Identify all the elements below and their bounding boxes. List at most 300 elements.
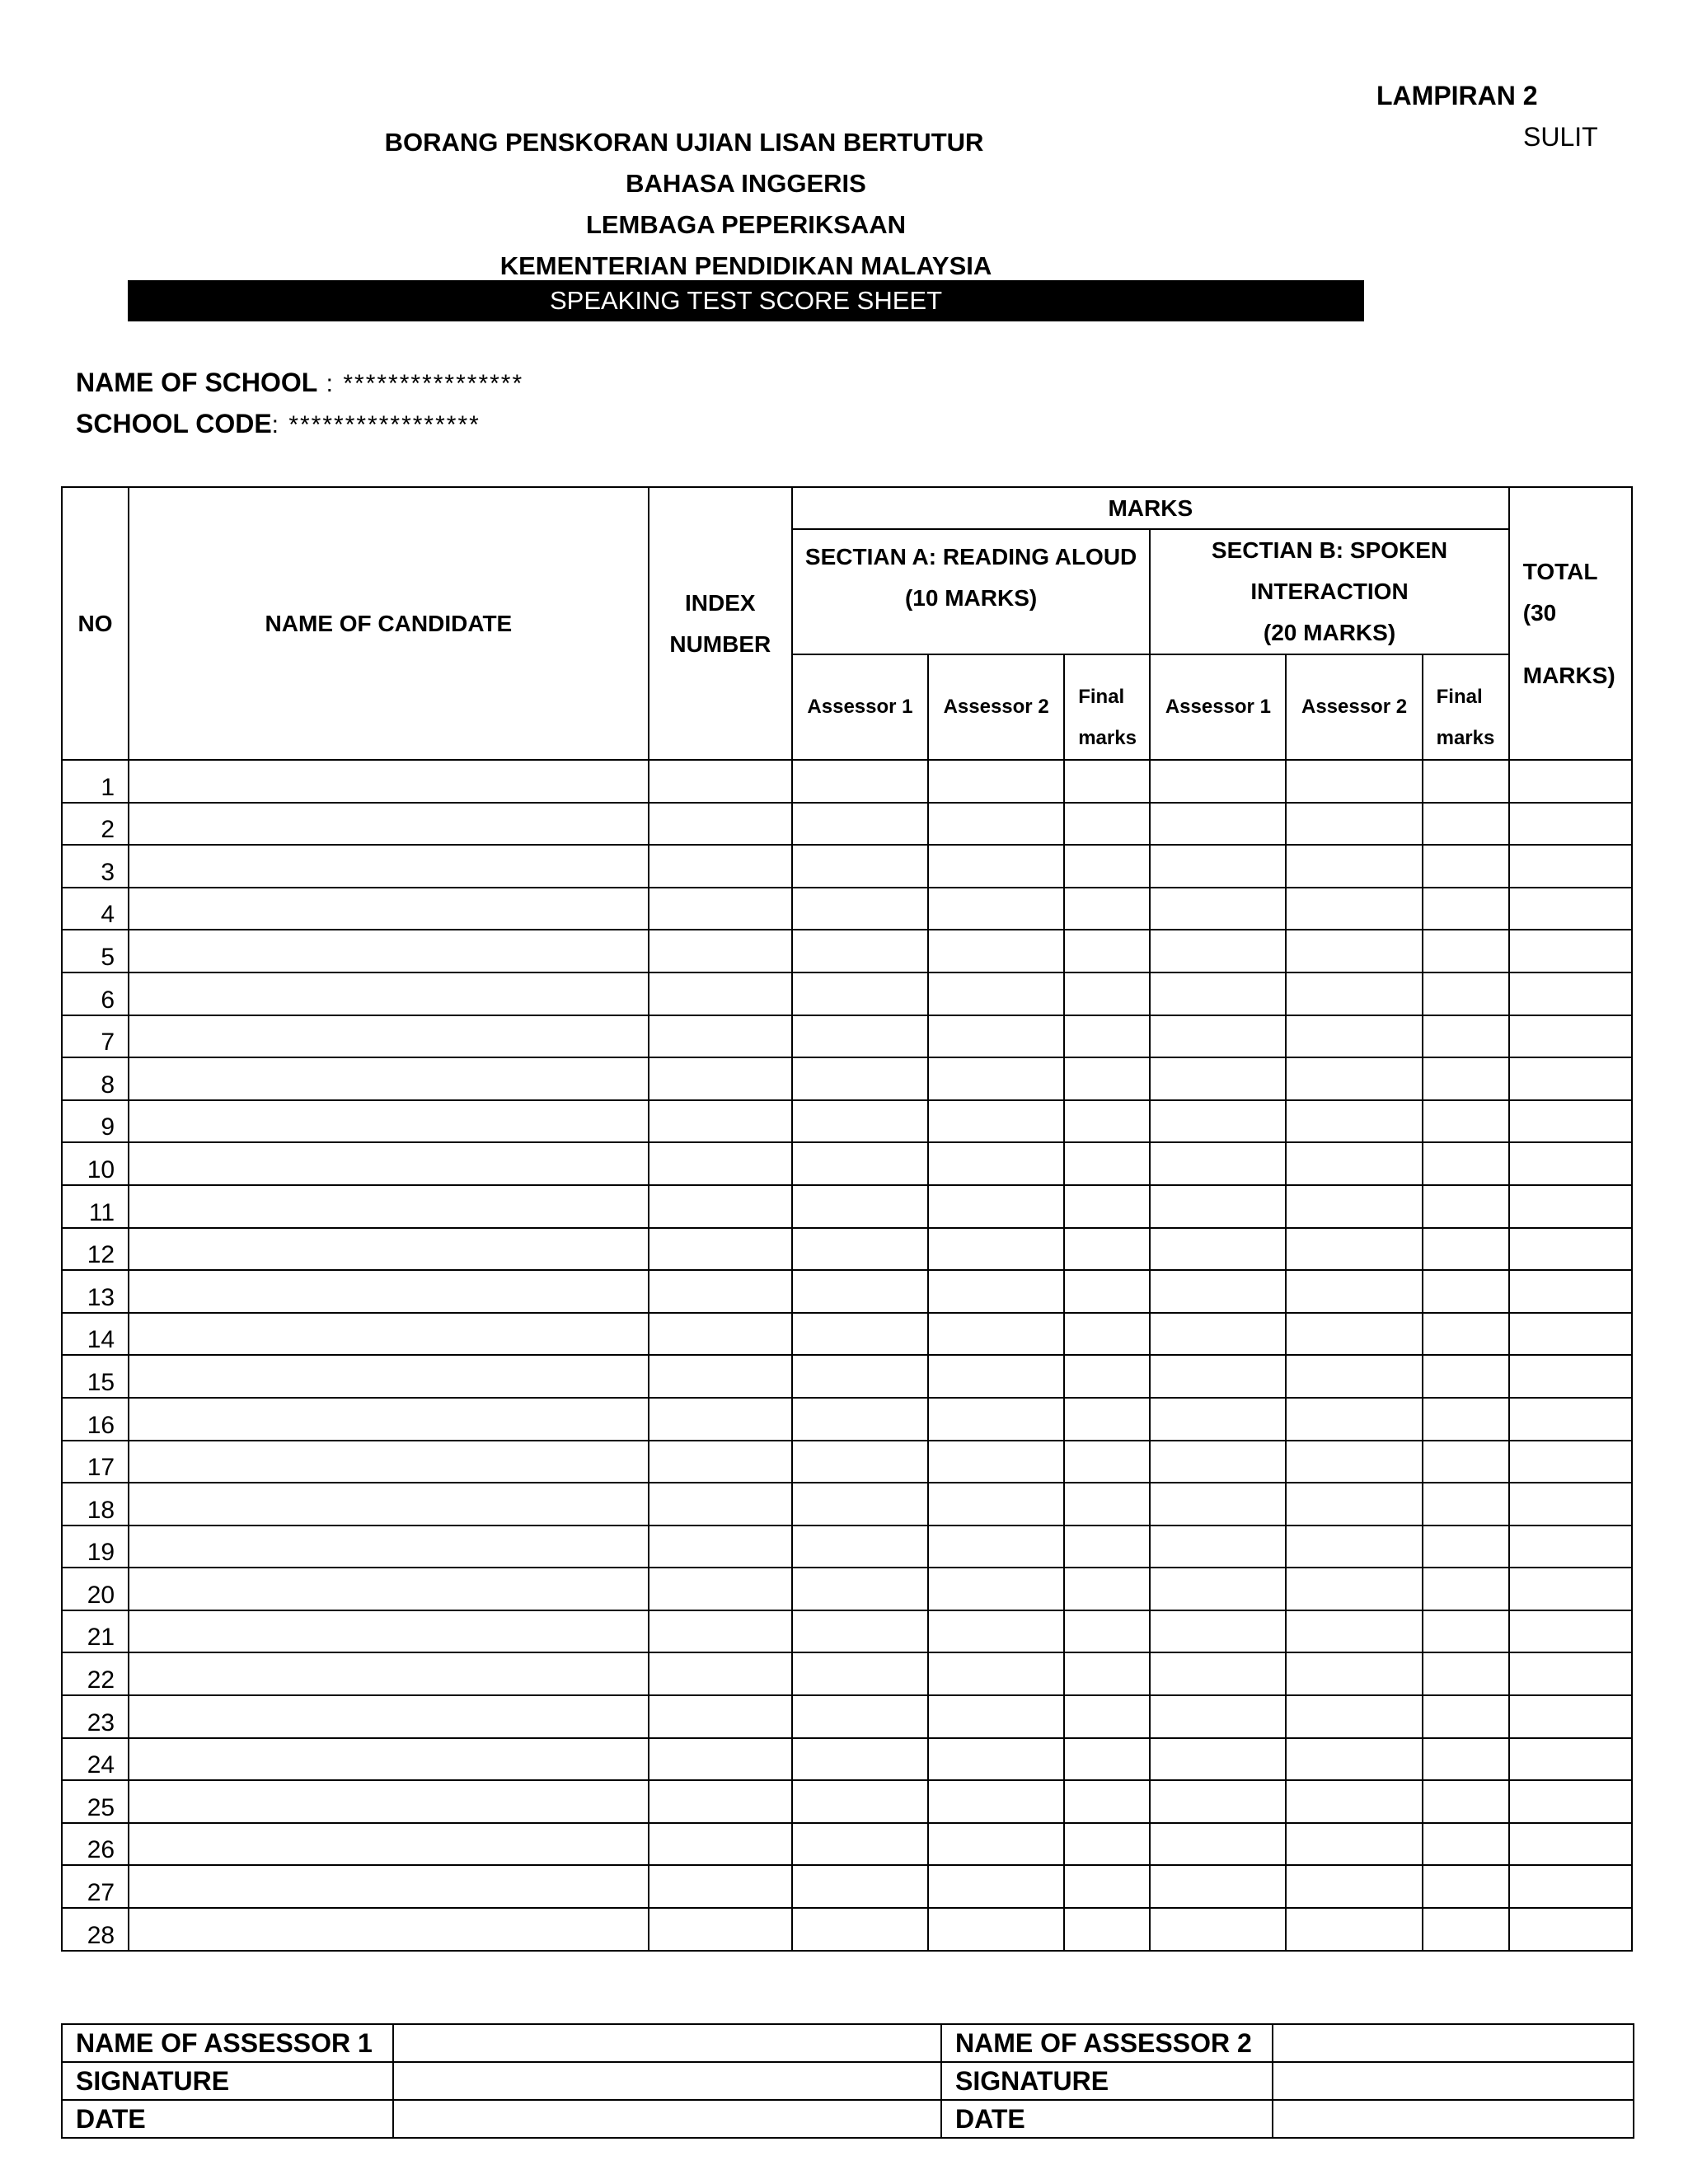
section-a-assessor-1-cell[interactable]: [792, 1355, 928, 1398]
section-b-final-marks-cell[interactable]: [1423, 1695, 1509, 1738]
candidate-name-cell[interactable]: [129, 1738, 649, 1781]
section-a-assessor-2-cell[interactable]: [928, 1695, 1064, 1738]
assessor-2-name-field[interactable]: [1273, 2024, 1634, 2062]
total-marks-cell[interactable]: [1509, 1441, 1632, 1483]
section-b-assessor-1-cell[interactable]: [1150, 1270, 1286, 1313]
section-b-assessor-2-cell[interactable]: [1286, 1568, 1422, 1610]
section-a-assessor-1-cell[interactable]: [792, 1823, 928, 1866]
section-b-assessor-2-cell[interactable]: [1286, 1398, 1422, 1441]
section-a-assessor-2-cell[interactable]: [928, 1568, 1064, 1610]
section-b-assessor-2-cell[interactable]: [1286, 930, 1422, 972]
total-marks-cell[interactable]: [1509, 1780, 1632, 1823]
section-a-assessor-2-cell[interactable]: [928, 1057, 1064, 1100]
table-row: [62, 1142, 1632, 1185]
row-number: 10: [62, 1142, 129, 1185]
section-a-final-marks-cell[interactable]: [1064, 1695, 1150, 1738]
section-a-final-marks-cell[interactable]: [1064, 1483, 1150, 1526]
section-a-assessor-1-cell[interactable]: [792, 930, 928, 972]
section-b-final-marks-cell[interactable]: [1423, 972, 1509, 1015]
header-section-b-final-line-2: marks: [1436, 727, 1495, 749]
section-a-final-marks-cell[interactable]: [1064, 1142, 1150, 1185]
section-a-assessor-2-cell[interactable]: [928, 1908, 1064, 1951]
section-a-final-marks-cell[interactable]: [1064, 1610, 1150, 1653]
candidate-name-cell[interactable]: [129, 1695, 649, 1738]
index-number-cell[interactable]: [649, 1270, 792, 1313]
section-b-assessor-1-cell[interactable]: [1150, 803, 1286, 846]
row-number: 13: [62, 1270, 129, 1313]
section-b-assessor-1-cell[interactable]: [1150, 1780, 1286, 1823]
section-a-final-marks-cell[interactable]: [1064, 1823, 1150, 1866]
section-a-final-marks-cell[interactable]: [1064, 930, 1150, 972]
index-number-cell[interactable]: [649, 1695, 792, 1738]
section-a-final-marks-cell[interactable]: [1064, 1738, 1150, 1781]
candidate-name-cell[interactable]: [129, 1313, 649, 1356]
section-a-assessor-1-cell[interactable]: [792, 888, 928, 930]
section-b-assessor-2-cell[interactable]: [1286, 845, 1422, 888]
section-b-final-marks-cell[interactable]: [1423, 1823, 1509, 1866]
section-b-assessor-1-cell[interactable]: [1150, 930, 1286, 972]
section-a-assessor-2-cell[interactable]: [928, 1142, 1064, 1185]
section-b-final-marks-cell[interactable]: [1423, 1355, 1509, 1398]
index-number-cell[interactable]: [649, 1057, 792, 1100]
index-number-cell[interactable]: [649, 1228, 792, 1271]
assessor-1-name-field[interactable]: [393, 2024, 941, 2062]
section-a-final-marks-cell[interactable]: [1064, 1228, 1150, 1271]
candidate-name-cell[interactable]: [129, 1568, 649, 1610]
section-b-assessor-1-cell[interactable]: [1150, 1610, 1286, 1653]
table-row: [62, 1185, 1632, 1228]
section-a-assessor-1-cell[interactable]: [792, 1652, 928, 1695]
total-marks-cell[interactable]: [1509, 845, 1632, 888]
row-number: 6: [62, 972, 129, 1015]
section-b-assessor-1-cell[interactable]: [1150, 1015, 1286, 1058]
candidate-name-cell[interactable]: [129, 930, 649, 972]
index-number-cell[interactable]: [649, 1526, 792, 1568]
section-b-final-marks-cell[interactable]: [1423, 1738, 1509, 1781]
candidate-name-cell[interactable]: [129, 1228, 649, 1271]
total-marks-cell[interactable]: [1509, 1142, 1632, 1185]
section-b-assessor-2-cell[interactable]: [1286, 1610, 1422, 1653]
section-a-assessor-2-cell[interactable]: [928, 1526, 1064, 1568]
section-b-assessor-1-cell[interactable]: [1150, 1568, 1286, 1610]
section-a-assessor-2-cell[interactable]: [928, 1355, 1064, 1398]
index-number-cell[interactable]: [649, 760, 792, 803]
total-marks-cell[interactable]: [1509, 1398, 1632, 1441]
row-number: 11: [62, 1185, 129, 1228]
school-code-separator: :: [271, 411, 289, 438]
section-a-assessor-2-cell[interactable]: [928, 1865, 1064, 1908]
section-a-assessor-1-cell[interactable]: [792, 1015, 928, 1058]
title-line-4: KEMENTERIAN PENDIDIKAN MALAYSIA: [499, 251, 992, 280]
section-a-final-marks-cell[interactable]: [1064, 1652, 1150, 1695]
candidate-name-cell[interactable]: [129, 1100, 649, 1143]
section-a-assessor-1-cell[interactable]: [792, 845, 928, 888]
row-number: 12: [62, 1228, 129, 1271]
section-b-assessor-2-cell[interactable]: [1286, 1780, 1422, 1823]
section-a-assessor-2-cell[interactable]: [928, 1398, 1064, 1441]
section-b-assessor-1-cell[interactable]: [1150, 1908, 1286, 1951]
section-a-assessor-1-cell[interactable]: [792, 1313, 928, 1356]
section-b-assessor-1-cell[interactable]: [1150, 1738, 1286, 1781]
section-a-final-marks-cell[interactable]: [1064, 1780, 1150, 1823]
index-number-cell[interactable]: [649, 1823, 792, 1866]
section-a-final-marks-cell[interactable]: [1064, 1398, 1150, 1441]
section-a-assessor-2-cell[interactable]: [928, 803, 1064, 846]
table-row: [62, 845, 1632, 888]
section-b-assessor-1-cell[interactable]: [1150, 1483, 1286, 1526]
section-b-final-marks-cell[interactable]: [1423, 1100, 1509, 1143]
section-a-assessor-2-cell[interactable]: [928, 1823, 1064, 1866]
section-a-final-marks-cell[interactable]: [1064, 1057, 1150, 1100]
index-number-cell[interactable]: [649, 1652, 792, 1695]
section-a-final-marks-cell[interactable]: [1064, 760, 1150, 803]
section-a-final-marks-cell[interactable]: [1064, 1100, 1150, 1143]
section-b-assessor-1-cell[interactable]: [1150, 1313, 1286, 1356]
section-a-assessor-1-cell[interactable]: [792, 1738, 928, 1781]
section-a-final-marks-cell[interactable]: [1064, 1908, 1150, 1951]
section-a-assessor-1-cell[interactable]: [792, 1610, 928, 1653]
candidate-name-cell[interactable]: [129, 1908, 649, 1951]
index-number-cell[interactable]: [649, 972, 792, 1015]
section-a-assessor-1-cell[interactable]: [792, 1780, 928, 1823]
school-code-label: SCHOOL CODE: [76, 409, 272, 438]
total-marks-cell[interactable]: [1509, 1270, 1632, 1313]
section-a-assessor-1-cell[interactable]: [792, 1228, 928, 1271]
candidate-name-cell[interactable]: [129, 1398, 649, 1441]
section-b-assessor-2-cell[interactable]: [1286, 1355, 1422, 1398]
candidate-name-cell[interactable]: [129, 1652, 649, 1695]
header-section-b-line-1: SECTIAN B: SPOKEN: [1211, 537, 1448, 563]
table-row: [62, 1228, 1632, 1271]
total-marks-cell[interactable]: [1509, 1865, 1632, 1908]
candidate-name-cell[interactable]: [129, 1057, 649, 1100]
total-marks-cell[interactable]: [1509, 760, 1632, 803]
row-number: 20: [62, 1568, 129, 1610]
section-b-assessor-1-cell[interactable]: [1150, 1865, 1286, 1908]
section-a-assessor-1-cell[interactable]: [792, 1057, 928, 1100]
candidate-name-cell[interactable]: [129, 1355, 649, 1398]
total-marks-cell[interactable]: [1509, 1695, 1632, 1738]
section-a-assessor-2-cell[interactable]: [928, 1738, 1064, 1781]
section-b-assessor-1-cell[interactable]: [1150, 845, 1286, 888]
table-row: [62, 1823, 1632, 1866]
section-b-final-marks-cell[interactable]: [1423, 1313, 1509, 1356]
total-marks-cell[interactable]: [1509, 1355, 1632, 1398]
section-a-assessor-2-cell[interactable]: [928, 930, 1064, 972]
section-b-assessor-2-cell[interactable]: [1286, 1142, 1422, 1185]
section-a-assessor-2-cell[interactable]: [928, 1780, 1064, 1823]
total-marks-cell[interactable]: [1509, 1738, 1632, 1781]
section-a-assessor-1-cell[interactable]: [792, 1441, 928, 1483]
assessor-2-signature-field[interactable]: [1273, 2062, 1634, 2100]
section-b-assessor-2-cell[interactable]: [1286, 1057, 1422, 1100]
school-name-value: ****************: [343, 370, 524, 397]
section-b-assessor-1-cell[interactable]: [1150, 1355, 1286, 1398]
section-a-final-marks-cell[interactable]: [1064, 1568, 1150, 1610]
header-total-line-3: MARKS): [1522, 662, 1615, 688]
section-a-assessor-2-cell[interactable]: [928, 760, 1064, 803]
header-section-a-final-line-2: marks: [1078, 727, 1137, 749]
total-marks-cell[interactable]: [1509, 1057, 1632, 1100]
section-b-final-marks-cell[interactable]: [1423, 1526, 1509, 1568]
section-a-final-marks-cell[interactable]: [1064, 1355, 1150, 1398]
table-row: [62, 1015, 1632, 1058]
index-number-cell[interactable]: [649, 1441, 792, 1483]
section-b-final-marks-cell[interactable]: [1423, 930, 1509, 972]
section-b-assessor-1-cell[interactable]: [1150, 972, 1286, 1015]
section-a-final-marks-cell[interactable]: [1064, 845, 1150, 888]
candidate-name-cell[interactable]: [129, 1526, 649, 1568]
section-a-final-marks-cell[interactable]: [1064, 803, 1150, 846]
title-line-1: BORANG PENSKORAN UJIAN LISAN BERTUTUR: [384, 128, 984, 157]
section-a-assessor-1-cell[interactable]: [792, 1695, 928, 1738]
section-a-final-marks-cell[interactable]: [1064, 1441, 1150, 1483]
index-number-cell[interactable]: [649, 1015, 792, 1058]
section-a-assessor-2-cell[interactable]: [928, 1610, 1064, 1653]
candidate-name-cell[interactable]: [129, 1185, 649, 1228]
section-a-final-marks-cell[interactable]: [1064, 972, 1150, 1015]
assessor-2-signature-label: SIGNATURE: [941, 2062, 1273, 2100]
section-b-final-marks-cell[interactable]: [1423, 1228, 1509, 1271]
section-b-final-marks-cell[interactable]: [1423, 1185, 1509, 1228]
section-b-assessor-2-cell[interactable]: [1286, 760, 1422, 803]
index-number-cell[interactable]: [649, 1313, 792, 1356]
section-a-assessor-1-cell[interactable]: [792, 1908, 928, 1951]
section-b-final-marks-cell[interactable]: [1423, 845, 1509, 888]
row-number: 8: [62, 1057, 129, 1100]
row-number: 24: [62, 1738, 129, 1781]
header-index-number: [649, 487, 792, 760]
section-b-assessor-2-cell[interactable]: [1286, 1441, 1422, 1483]
candidate-name-cell[interactable]: [129, 845, 649, 888]
index-number-cell[interactable]: [649, 1142, 792, 1185]
section-b-assessor-2-cell[interactable]: [1286, 1228, 1422, 1271]
table-row: [62, 1568, 1632, 1610]
candidate-name-cell[interactable]: [129, 1865, 649, 1908]
index-number-cell[interactable]: [649, 1185, 792, 1228]
index-number-cell[interactable]: [649, 1738, 792, 1781]
assessor-1-signature-field[interactable]: [393, 2062, 941, 2100]
total-marks-cell[interactable]: [1509, 1100, 1632, 1143]
section-a-assessor-1-cell[interactable]: [792, 803, 928, 846]
section-a-assessor-1-cell[interactable]: [792, 1142, 928, 1185]
section-b-assessor-2-cell[interactable]: [1286, 1865, 1422, 1908]
section-b-assessor-1-cell[interactable]: [1150, 1526, 1286, 1568]
index-number-cell[interactable]: [649, 803, 792, 846]
candidate-name-cell[interactable]: [129, 1823, 649, 1866]
section-b-assessor-1-cell[interactable]: [1150, 1652, 1286, 1695]
candidate-name-cell[interactable]: [129, 1270, 649, 1313]
score-table: [61, 486, 1633, 1952]
section-a-final-marks-cell[interactable]: [1064, 1270, 1150, 1313]
assessor-1-date-field[interactable]: [393, 2100, 941, 2138]
section-b-final-marks-cell[interactable]: [1423, 1015, 1509, 1058]
section-a-final-marks-cell[interactable]: [1064, 1015, 1150, 1058]
section-a-assessor-2-cell[interactable]: [928, 1228, 1064, 1271]
candidate-name-cell[interactable]: [129, 972, 649, 1015]
total-marks-cell[interactable]: [1509, 1228, 1632, 1271]
section-b-assessor-1-cell[interactable]: [1150, 1398, 1286, 1441]
index-number-cell[interactable]: [649, 1610, 792, 1653]
index-number-cell[interactable]: [649, 1568, 792, 1610]
section-b-assessor-2-cell[interactable]: [1286, 1100, 1422, 1143]
total-marks-cell[interactable]: [1509, 1610, 1632, 1653]
section-b-assessor-2-cell[interactable]: [1286, 1270, 1422, 1313]
row-number: 17: [62, 1441, 129, 1483]
table-row: [62, 1865, 1632, 1908]
section-b-final-marks-cell[interactable]: [1423, 1610, 1509, 1653]
section-a-assessor-2-cell[interactable]: [928, 972, 1064, 1015]
section-a-assessor-2-cell[interactable]: [928, 1185, 1064, 1228]
section-b-final-marks-cell[interactable]: [1423, 1270, 1509, 1313]
section-b-assessor-1-cell[interactable]: [1150, 1142, 1286, 1185]
section-b-assessor-2-cell[interactable]: [1286, 1652, 1422, 1695]
section-b-final-marks-cell[interactable]: [1423, 1142, 1509, 1185]
section-b-final-marks-cell[interactable]: [1423, 1568, 1509, 1610]
candidate-name-cell[interactable]: [129, 1142, 649, 1185]
section-b-assessor-1-cell[interactable]: [1150, 888, 1286, 930]
section-a-assessor-2-cell[interactable]: [928, 1652, 1064, 1695]
section-b-assessor-2-cell[interactable]: [1286, 1185, 1422, 1228]
section-b-assessor-1-cell[interactable]: [1150, 1100, 1286, 1143]
total-marks-cell[interactable]: [1509, 1483, 1632, 1526]
section-b-final-marks-cell[interactable]: [1423, 1865, 1509, 1908]
header-total-line-2: (30: [1522, 599, 1557, 626]
candidate-name-cell[interactable]: [129, 803, 649, 846]
section-b-assessor-1-cell[interactable]: [1150, 1695, 1286, 1738]
total-marks-cell[interactable]: [1509, 1652, 1632, 1695]
section-a-final-marks-cell[interactable]: [1064, 1526, 1150, 1568]
section-b-final-marks-cell[interactable]: [1423, 1652, 1509, 1695]
header-section-a-line-2: (10 MARKS): [904, 585, 1038, 611]
index-number-cell[interactable]: [649, 1398, 792, 1441]
section-b-final-marks-cell[interactable]: [1423, 1398, 1509, 1441]
section-b-assessor-2-cell[interactable]: [1286, 1738, 1422, 1781]
section-b-assessor-1-cell[interactable]: [1150, 1441, 1286, 1483]
section-b-assessor-2-cell[interactable]: [1286, 1823, 1422, 1866]
section-b-final-marks-cell[interactable]: [1423, 1057, 1509, 1100]
candidate-name-cell[interactable]: [129, 760, 649, 803]
score-sheet-banner: SPEAKING TEST SCORE SHEET: [128, 280, 1364, 321]
section-a-assessor-2-cell[interactable]: [928, 1441, 1064, 1483]
total-marks-cell[interactable]: [1509, 1313, 1632, 1356]
section-a-assessor-1-cell[interactable]: [792, 1568, 928, 1610]
section-a-assessor-2-cell[interactable]: [928, 888, 1064, 930]
index-number-cell[interactable]: [649, 1908, 792, 1951]
index-number-cell[interactable]: [649, 1780, 792, 1823]
title-line-3: LEMBAGA PEPERIKSAAN: [585, 210, 907, 239]
section-b-assessor-2-cell[interactable]: [1286, 972, 1422, 1015]
section-a-final-marks-cell[interactable]: [1064, 1185, 1150, 1228]
candidate-name-cell[interactable]: [129, 1015, 649, 1058]
section-b-assessor-1-cell[interactable]: [1150, 1823, 1286, 1866]
section-a-final-marks-cell[interactable]: [1064, 1865, 1150, 1908]
section-b-assessor-2-cell[interactable]: [1286, 1313, 1422, 1356]
section-b-assessor-1-cell[interactable]: [1150, 1057, 1286, 1100]
section-b-assessor-2-cell[interactable]: [1286, 1015, 1422, 1058]
index-number-cell[interactable]: [649, 1865, 792, 1908]
section-b-assessor-2-cell[interactable]: [1286, 1908, 1422, 1951]
section-b-assessor-1-cell[interactable]: [1150, 1228, 1286, 1271]
section-b-assessor-2-cell[interactable]: [1286, 1526, 1422, 1568]
section-a-assessor-1-cell[interactable]: [792, 972, 928, 1015]
candidate-name-cell[interactable]: [129, 1610, 649, 1653]
total-marks-cell[interactable]: [1509, 1526, 1632, 1568]
section-b-final-marks-cell[interactable]: [1423, 888, 1509, 930]
section-a-assessor-2-cell[interactable]: [928, 1015, 1064, 1058]
section-a-assessor-2-cell[interactable]: [928, 845, 1064, 888]
index-number-cell[interactable]: [649, 1355, 792, 1398]
section-b-final-marks-cell[interactable]: [1423, 803, 1509, 846]
section-a-final-marks-cell[interactable]: [1064, 1313, 1150, 1356]
school-code-line: [76, 409, 481, 439]
total-marks-cell[interactable]: [1509, 930, 1632, 972]
section-a-assessor-1-cell[interactable]: [792, 1865, 928, 1908]
table-row: [62, 1441, 1632, 1483]
row-number: 1: [62, 760, 129, 803]
section-b-final-marks-cell[interactable]: [1423, 760, 1509, 803]
section-a-assessor-1-cell[interactable]: [792, 1526, 928, 1568]
total-marks-cell[interactable]: [1509, 972, 1632, 1015]
index-number-cell[interactable]: [649, 845, 792, 888]
section-a-assessor-1-cell[interactable]: [792, 760, 928, 803]
row-number: 18: [62, 1483, 129, 1526]
section-b-assessor-2-cell[interactable]: [1286, 1695, 1422, 1738]
section-b-final-marks-cell[interactable]: [1423, 1441, 1509, 1483]
candidate-name-cell[interactable]: [129, 1780, 649, 1823]
candidate-name-cell[interactable]: [129, 888, 649, 930]
section-b-assessor-2-cell[interactable]: [1286, 888, 1422, 930]
section-b-assessor-1-cell[interactable]: [1150, 1185, 1286, 1228]
row-number: 22: [62, 1652, 129, 1695]
section-b-assessor-2-cell[interactable]: [1286, 1483, 1422, 1526]
section-b-final-marks-cell[interactable]: [1423, 1908, 1509, 1951]
index-number-cell[interactable]: [649, 888, 792, 930]
total-marks-cell[interactable]: [1509, 888, 1632, 930]
index-number-cell[interactable]: [649, 930, 792, 972]
section-a-assessor-2-cell[interactable]: [928, 1313, 1064, 1356]
section-b-final-marks-cell[interactable]: [1423, 1780, 1509, 1823]
section-a-assessor-1-cell[interactable]: [792, 1483, 928, 1526]
section-b-assessor-1-cell[interactable]: [1150, 760, 1286, 803]
row-number: 5: [62, 930, 129, 972]
total-marks-cell[interactable]: [1509, 1015, 1632, 1058]
total-marks-cell[interactable]: [1509, 1185, 1632, 1228]
section-a-assessor-1-cell[interactable]: [792, 1398, 928, 1441]
header-total-line-1: TOTAL: [1522, 558, 1598, 584]
section-a-assessor-2-cell[interactable]: [928, 1483, 1064, 1526]
section-a-assessor-1-cell[interactable]: [792, 1100, 928, 1143]
assessor-2-date-field[interactable]: [1273, 2100, 1634, 2138]
total-marks-cell[interactable]: [1509, 1568, 1632, 1610]
section-a-final-marks-cell[interactable]: [1064, 888, 1150, 930]
candidate-name-cell[interactable]: [129, 1441, 649, 1483]
total-marks-cell[interactable]: [1509, 803, 1632, 846]
section-a-assessor-1-cell[interactable]: [792, 1185, 928, 1228]
candidate-name-cell[interactable]: [129, 1483, 649, 1526]
index-number-cell[interactable]: [649, 1483, 792, 1526]
section-a-assessor-2-cell[interactable]: [928, 1100, 1064, 1143]
section-b-assessor-2-cell[interactable]: [1286, 803, 1422, 846]
section-b-final-marks-cell[interactable]: [1423, 1483, 1509, 1526]
total-marks-cell[interactable]: [1509, 1823, 1632, 1866]
section-a-assessor-2-cell[interactable]: [928, 1270, 1064, 1313]
title-line-2: BAHASA INGGERIS: [626, 169, 866, 198]
index-number-cell[interactable]: [649, 1100, 792, 1143]
total-marks-cell[interactable]: [1509, 1908, 1632, 1951]
section-a-assessor-1-cell[interactable]: [792, 1270, 928, 1313]
header-index-line-1: INDEX: [685, 589, 756, 616]
